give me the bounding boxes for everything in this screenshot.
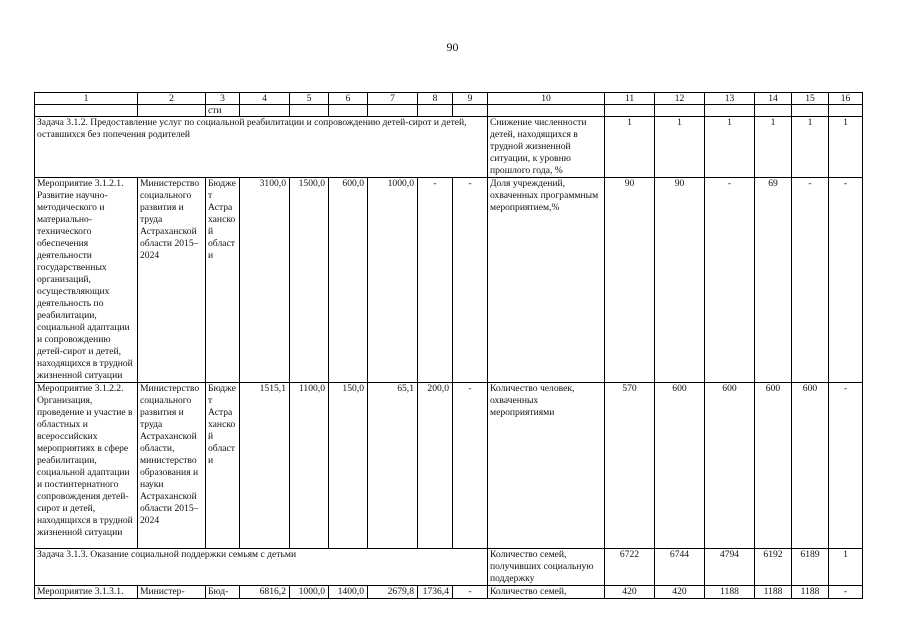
task-title: Задача 3.1.2. Предоставление услуг по социальной реабилитации и сопровождению детей-сирот и детей, оставшихся без попечения родителей xyxy=(35,117,488,178)
col-header: 4 xyxy=(240,93,290,105)
value-cell: 600 xyxy=(755,383,792,549)
funding-cell: 1000,0 xyxy=(368,178,418,383)
col-header: 8 xyxy=(418,93,453,105)
col-header: 3 xyxy=(206,93,240,105)
col-header: 7 xyxy=(368,93,418,105)
value-cell: 90 xyxy=(655,178,705,383)
funding-cell: 2679,8 xyxy=(368,586,418,599)
value-cell: 1 xyxy=(755,117,792,178)
col-header: 6 xyxy=(329,93,368,105)
source-cell: Бюджет Астраханской области xyxy=(206,178,240,383)
continuation-text: сти xyxy=(206,105,240,117)
value-cell: 6192 xyxy=(755,549,792,586)
col-header: 13 xyxy=(705,93,755,105)
col-header: 5 xyxy=(290,93,329,105)
value-cell: - xyxy=(705,178,755,383)
value-cell: 6744 xyxy=(655,549,705,586)
table-row xyxy=(35,178,863,383)
task-title: Задача 3.1.3. Оказание социальной поддержки семьям с детьми xyxy=(35,549,488,586)
value-cell: 1188 xyxy=(755,586,792,599)
funding-cell: 1515,1 xyxy=(240,383,290,549)
funding-cell: - xyxy=(453,586,488,599)
funding-cell: 1400,0 xyxy=(329,586,368,599)
measure-name: Мероприятие 3.1.2.1. Развитие научно-методического и материально-технического обеспечения деятельности государственных организаций, осуществляющих деятельность по реабилитации, социальной адаптации и сопровождению детей-сирот и детей, находящихся в трудной жизненной ситуации xyxy=(35,178,138,383)
source-cell: Бюджет Астраханской области xyxy=(206,383,240,549)
indicator-cell: Количество семей, xyxy=(488,586,605,599)
value-cell: - xyxy=(829,586,863,599)
value-cell: 570 xyxy=(605,383,655,549)
funding-cell: 3100,0 xyxy=(240,178,290,383)
funding-cell: 600,0 xyxy=(329,178,368,383)
value-cell: 6722 xyxy=(605,549,655,586)
value-cell: 4794 xyxy=(705,549,755,586)
value-cell: 6189 xyxy=(792,549,829,586)
executor-cell: Министерство социального развития и труда Астраханской области 2015–2024 xyxy=(138,178,206,383)
table-row xyxy=(35,383,863,549)
funding-cell: 200,0 xyxy=(418,383,453,549)
measure-name: Мероприятие 3.1.2.2. Организация, проведение и участие в областных и всероссийских мероприятиях в сфере реабилитации, социальной адаптации и постинтернатного сопровождения детей-сирот и детей, находящихся в трудной жизненной ситуации xyxy=(35,383,138,549)
page-number: 90 xyxy=(446,40,459,54)
value-cell: 1 xyxy=(705,117,755,178)
value-cell: 420 xyxy=(605,586,655,599)
indicator-cell: Доля учреждений, охваченных программным мероприятием,% xyxy=(488,178,605,383)
col-header: 15 xyxy=(792,93,829,105)
value-cell: 69 xyxy=(755,178,792,383)
funding-cell: - xyxy=(453,383,488,549)
value-cell: - xyxy=(792,178,829,383)
executor-cell: Министерство социального развития и труда Астраханской области, министерство образования и науки Астраханской области 2015–2024 xyxy=(138,383,206,549)
col-header: 1 xyxy=(35,93,138,105)
program-table xyxy=(34,92,863,599)
col-header: 2 xyxy=(138,93,206,105)
col-header: 12 xyxy=(655,93,705,105)
col-header: 14 xyxy=(755,93,792,105)
table-row xyxy=(35,586,863,599)
value-cell: - xyxy=(829,383,863,549)
funding-cell: 6816,2 xyxy=(240,586,290,599)
table-row xyxy=(35,549,863,586)
value-cell: 1188 xyxy=(705,586,755,599)
funding-cell: - xyxy=(418,178,453,383)
col-header: 16 xyxy=(829,93,863,105)
executor-cell: Министер- xyxy=(138,586,206,599)
funding-cell: 1500,0 xyxy=(290,178,329,383)
value-cell: - xyxy=(829,178,863,383)
value-cell: 600 xyxy=(792,383,829,549)
value-cell: 90 xyxy=(605,178,655,383)
value-cell: 1 xyxy=(655,117,705,178)
col-header: 11 xyxy=(605,93,655,105)
col-header: 9 xyxy=(453,93,488,105)
value-cell: 600 xyxy=(655,383,705,549)
funding-cell: 150,0 xyxy=(329,383,368,549)
value-cell: 1 xyxy=(792,117,829,178)
value-cell: 1 xyxy=(829,117,863,178)
table-row xyxy=(35,117,863,178)
funding-cell: - xyxy=(453,178,488,383)
indicator-cell: Количество семей, получивших социальную поддержку xyxy=(488,549,605,586)
funding-cell: 1736,4 xyxy=(418,586,453,599)
funding-cell: 65,1 xyxy=(368,383,418,549)
value-cell: 1 xyxy=(829,549,863,586)
funding-cell: 1100,0 xyxy=(290,383,329,549)
col-header: 10 xyxy=(488,93,605,105)
value-cell: 420 xyxy=(655,586,705,599)
indicator-cell: Количество человек, охваченных мероприятиями xyxy=(488,383,605,549)
source-cell: Бюд- xyxy=(206,586,240,599)
funding-cell: 1000,0 xyxy=(290,586,329,599)
header-row xyxy=(35,93,863,105)
value-cell: 600 xyxy=(705,383,755,549)
indicator-cell: Снижение численности детей, находящихся в трудной жизненной ситуации, к уровню прошлого года, % xyxy=(488,117,605,178)
measure-name: Мероприятие 3.1.3.1. xyxy=(35,586,138,599)
value-cell: 1188 xyxy=(792,586,829,599)
value-cell: 1 xyxy=(605,117,655,178)
continuation-row xyxy=(35,105,863,117)
